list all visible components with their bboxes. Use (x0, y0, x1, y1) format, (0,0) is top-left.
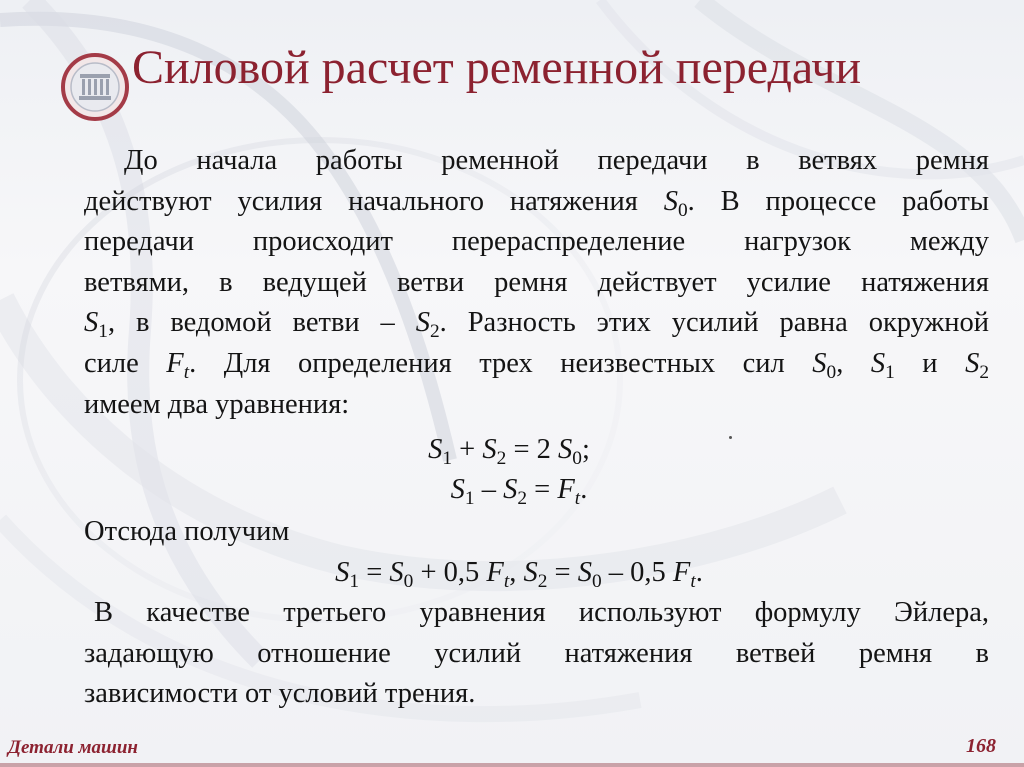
equation-sum: $S_1 + S_2 = 2$ $S_0$; (428, 434, 590, 470)
p1-line-3: передачи происходит перераспределение нагрузок между (84, 226, 989, 258)
p1-line-4: ветвями, в ведущей ветви ремня действует усилие натяжения (84, 266, 989, 298)
p1-line-6: силе $F_t$. Для определения трех неизвестных сил $S_0$, $S_1$ и $S_2$ (84, 347, 989, 384)
p2-line-3: зависимости от условий трения. (84, 678, 476, 709)
p1-line-7: имеем два уравнения: (84, 389, 350, 420)
p2-line-2: задающую отношение усилий натяжения ветвей ремня в (84, 637, 989, 669)
slide-title: Силовой расчет ременной передачи (132, 41, 862, 94)
footer-divider (0, 763, 1024, 767)
university-logo-icon (60, 52, 130, 122)
equation-result: $S_1 = S_0 + 0,5$ $F_t$, $S_2 = S_0 - 0,5$ $F_t$. (335, 557, 703, 593)
result-label: Отсюда получим (84, 516, 290, 547)
p1-line-1: До начала работы ременной передачи в ветвях ремня (124, 145, 989, 176)
equation-difference: $S_1 - S_2 = F_t$. (450, 474, 588, 510)
p2-line-1: В качестве третьего уравнения используют формулу Эйлера, (94, 597, 989, 628)
footer-course-name: Детали машин (8, 737, 138, 758)
p1-line-5: $S_1$, в ведомой ветви – $S_2$. Разность этих усилий равна окружной (84, 307, 989, 343)
page-number: 168 (966, 735, 996, 757)
paragraph-euler (84, 593, 989, 674)
p1-line-2: действуют усилия начального натяжения $S_0$. В процессе работы (84, 185, 989, 221)
paragraph-initial-tension (84, 141, 989, 385)
